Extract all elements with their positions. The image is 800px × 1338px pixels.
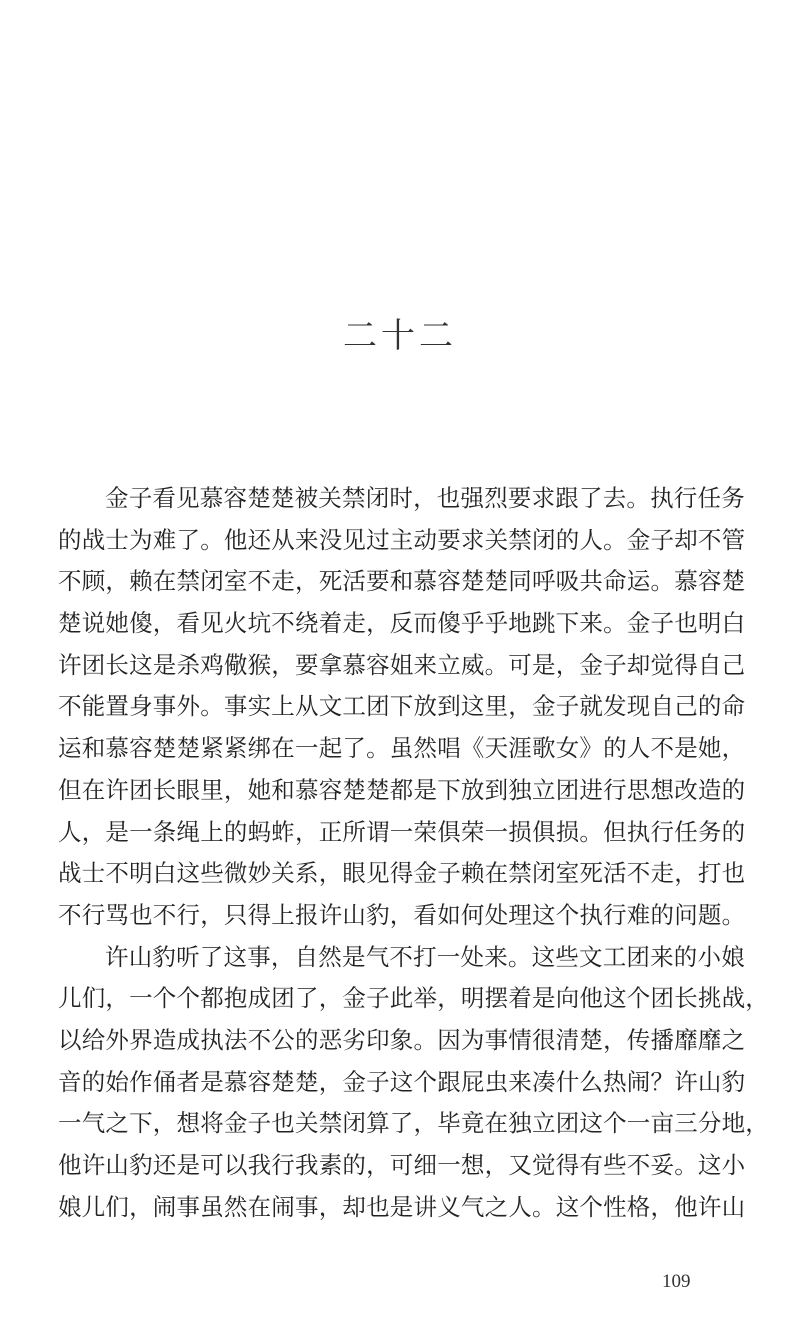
text-line: 他许山豹还是可以我行我素的，可细一想，又觉得有些不妥。这小 [58, 1151, 746, 1179]
text-line: 不顾，赖在禁闭室不走，死活要和慕容楚楚同呼吸共命运。慕容楚 [58, 567, 746, 596]
text-line: 音的始作俑者是慕容楚楚，金子这个跟屁虫来凑什么热闹？许山豹 [58, 1067, 746, 1096]
text-line: 一气之下，想将金子也关禁闭算了，毕竟在独立团这个一亩三分地， [58, 1109, 769, 1138]
text-line: 战士不明白这些微妙关系，眼见得金子赖在禁闭室死活不走，打也 [58, 859, 746, 888]
text-line: 不能置身事外。事实上从文工团下放到这里，金子就发现自己的命 [58, 692, 746, 721]
text-line: 金子看见慕容楚楚被关禁闭时，也强烈要求跟了去。执行任务 [105, 484, 745, 512]
text-line: 但在许团长眼里，她和慕容楚楚都是下放到独立团进行思想改造的 [58, 775, 746, 804]
paragraph-2 [58, 937, 769, 1229]
text-line: 楚说她傻，看见火坑不绕着走，反而傻乎乎地跳下来。金子也明白 [58, 609, 746, 638]
text-line: 运和慕容楚楚紧紧绑在一起了。虽然唱《天涯歌女》的人不是她， [58, 734, 746, 763]
text-line: 许山豹听了这事，自然是气不打一处来。这些文工团来的小娘 [105, 942, 745, 971]
text-line: 人，是一条绳上的蚂蚱，正所谓一荣俱荣一损俱损。但执行任务的 [58, 817, 746, 846]
text-line: 儿们，一个个都抱成团了，金子此举，明摆着是向他这个团长挑战， [58, 984, 769, 1013]
text-line: 以给外界造成执法不公的恶劣印象。因为事情很清楚，传播靡靡之 [58, 1025, 746, 1054]
text-line: 的战士为难了。他还从来没见过主动要求关禁闭的人。金子却不管 [58, 525, 746, 554]
text-line: 许团长这是杀鸡儆猴，要拿慕容姐来立威。可是，金子却觉得自己 [58, 650, 746, 679]
body-text [58, 478, 769, 1228]
page-number: 109 [662, 1271, 691, 1292]
text-line: 娘儿们，闹事虽然在闹事，却也是讲义气之人。这个性格，他许山 [58, 1192, 746, 1221]
text-line: 不行骂也不行，只得上报许山豹，看如何处理这个执行难的问题。 [58, 900, 746, 929]
paragraph-1 [58, 478, 748, 937]
chapter-title: 二十二 [343, 316, 457, 356]
